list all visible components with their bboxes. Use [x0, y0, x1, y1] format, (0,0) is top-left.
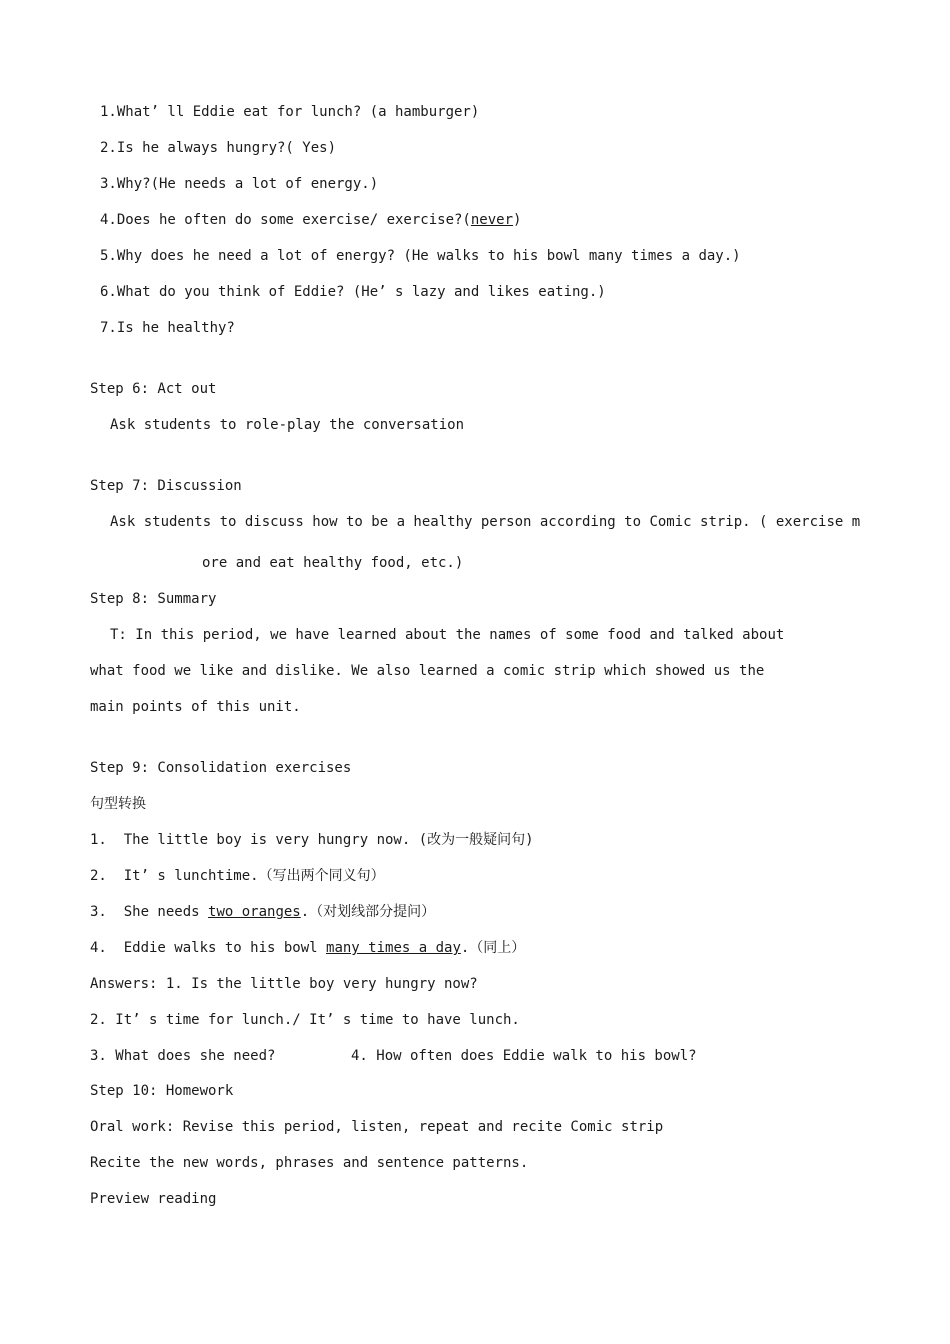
exercise-3-text: 3. She needs [90, 904, 209, 920]
question-4-underlined: never [470, 212, 514, 228]
answer-2: 2. It’ s time for lunch./ It’ s time to have lunch. [90, 1012, 520, 1028]
step10-line-3: Preview reading [90, 1191, 217, 1207]
step8-line-1: T: In this period, we have learned about the names of some food and talked about [110, 627, 785, 643]
exercise-3-end: .（对划线部分提问） [300, 904, 436, 920]
question-4-text: 4.Does he often do some exercise/ exercise?( [100, 212, 471, 228]
step7-text-1: Ask students to discuss how to be a healthy person according to Comic strip. ( exercise m [110, 514, 861, 530]
step8-title: Step 8: Summary [90, 591, 217, 607]
step8-line-3: main points of this unit. [90, 699, 301, 715]
exercise-2: 2. It’ s lunchtime.（写出两个同义句） [90, 868, 385, 884]
exercise-4-text: 4. Eddie walks to his bowl [90, 940, 327, 956]
question-1: 1.What’ ll Eddie eat for lunch? (a hamburger) [100, 104, 480, 120]
step9-subtitle: 句型转换 [90, 796, 146, 812]
question-4-end: ) [513, 212, 522, 228]
question-5: 5.Why does he need a lot of energy? (He walks to his bowl many times a day.) [100, 248, 741, 264]
answer-1: Answers: 1. Is the little boy very hungry now? [90, 976, 478, 992]
step10-line-1: Oral work: Revise this period, listen, repeat and recite Comic strip [90, 1119, 664, 1135]
step10-line-2: Recite the new words, phrases and sentence patterns. [90, 1155, 529, 1171]
exercise-4 [90, 939, 525, 957]
step7-title: Step 7: Discussion [90, 478, 242, 494]
exercise-3-underlined: two oranges [208, 904, 301, 920]
question-6: 6.What do you think of Eddie? (He’ s lazy and likes eating.) [100, 284, 606, 300]
answer-4: 4. How often does Eddie walk to his bowl? [351, 1048, 697, 1064]
question-4 [100, 211, 521, 229]
step10-title: Step 10: Homework [90, 1083, 234, 1099]
exercise-4-underlined: many times a day [326, 940, 461, 956]
step7-text-2: ore and eat healthy food, etc.) [202, 555, 464, 571]
exercise-3 [90, 903, 435, 921]
answer-3: 3. What does she need? [90, 1048, 276, 1064]
step8-line-2: what food we like and dislike. We also learned a comic strip which showed us the [90, 663, 765, 679]
exercise-1: 1. The little boy is very hungry now. (改为一般疑问句) [90, 832, 534, 848]
question-2: 2.Is he always hungry?( Yes) [100, 140, 337, 156]
step6-title: Step 6: Act out [90, 381, 217, 397]
question-7: 7.Is he healthy? [100, 320, 235, 336]
step6-text: Ask students to role-play the conversation [110, 417, 465, 433]
step9-title: Step 9: Consolidation exercises [90, 760, 352, 776]
question-3: 3.Why?(He needs a lot of energy.) [100, 176, 379, 192]
exercise-4-end: .（同上） [460, 940, 526, 956]
